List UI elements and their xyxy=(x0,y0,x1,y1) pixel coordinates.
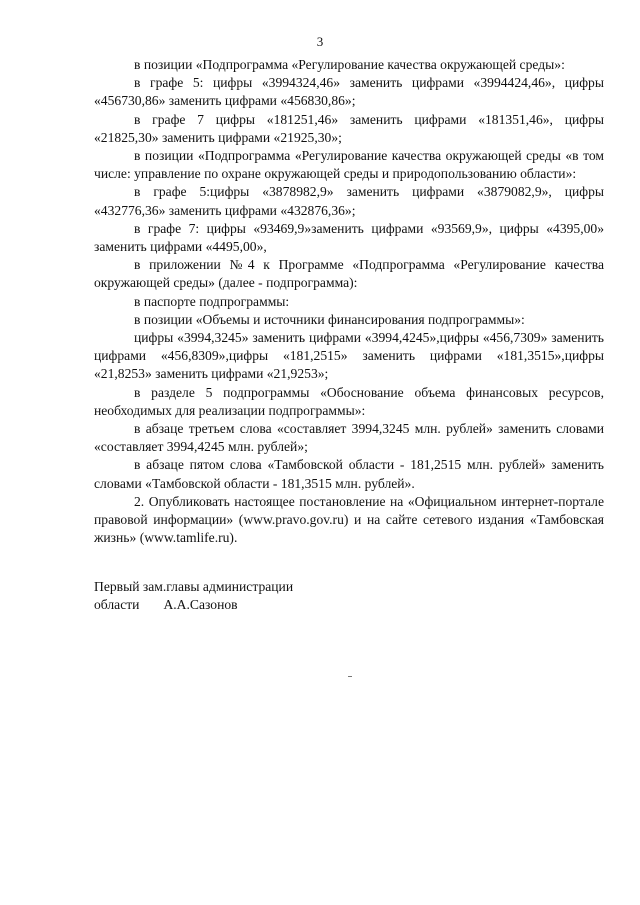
paragraph: в позиции «Объемы и источники финансирования подпрограммы»: xyxy=(134,311,525,327)
paragraph: в абзаце третьем слова «составляет 3994,3245 млн. рублей» заменить словами «составляет 3994,4245 млн. рублей»; xyxy=(94,421,604,455)
paragraph: в графе 7 цифры «181251,46» заменить цифрами «181351,46», цифры «21825,30» заменить цифрами «21925,30»; xyxy=(94,111,604,145)
paragraph: в графе 5:цифры «3878982,9» заменить цифрами «3879082,9», цифры «432776,36» заменить цифрами «432876,36»; xyxy=(94,184,604,218)
document-body xyxy=(94,56,604,547)
signatory-title: Первый зам.главы администрации xyxy=(94,579,294,594)
paragraph: в графе 5: цифры «3994324,46» заменить цифрами «3994424,46», цифры «456730,86» заменить цифрами «456830,86»; xyxy=(94,75,604,109)
signature-block xyxy=(94,578,454,614)
signatory-name: А.А.Сазонов xyxy=(163,597,238,613)
paragraph: в паспорте подпрограммы: xyxy=(134,293,290,309)
paragraph: в позиции «Подпрограмма «Регулирование качества окружающей среды»: xyxy=(134,57,565,72)
paragraph: в позиции «Подпрограмма «Регулирование качества окружающей среды «в том числе: управление по охране окружающей среды и природопользованию области»: xyxy=(94,148,604,182)
paragraph: цифры «3994,3245» заменить цифрами «3994,4245»,цифры «456,7309» заменить цифрами «456,8309»,цифры «181,2515» заменить цифрами «181,3515»,цифры «21,8253» заменить цифрами «21,9253»; xyxy=(94,330,604,382)
page-number: 3 xyxy=(316,34,324,49)
scan-mark xyxy=(348,676,352,677)
paragraph: 2. Опубликовать настоящее постановление на «Официальном интернет-портале правовой информации» (www.pravo.gov.ru) и на сайте сетевого издания «Тамбовская жизнь» (www.tamlife.ru). xyxy=(94,493,604,546)
signatory-line xyxy=(94,596,454,614)
signatory-title-cont: области xyxy=(94,597,140,613)
paragraph: в абзаце пятом слова «Тамбовской области - 181,2515 млн. рублей» заменить словами «Тамбовской области - 181,3515 млн. рублей». xyxy=(94,457,604,491)
paragraph: в графе 7: цифры «93469,9»заменить цифрами «93569,9», цифры «4395,00» заменить цифрами «4495,00», xyxy=(94,220,604,255)
paragraph: в разделе 5 подпрограммы «Обоснование объема финансовых ресурсов, необходимых для реализации подпрограммы»: xyxy=(94,384,604,418)
paragraph: в приложении №4 к Программе «Подпрограмма «Регулирование качества окружающей среды» (далее - подпрограмма): xyxy=(94,257,604,291)
